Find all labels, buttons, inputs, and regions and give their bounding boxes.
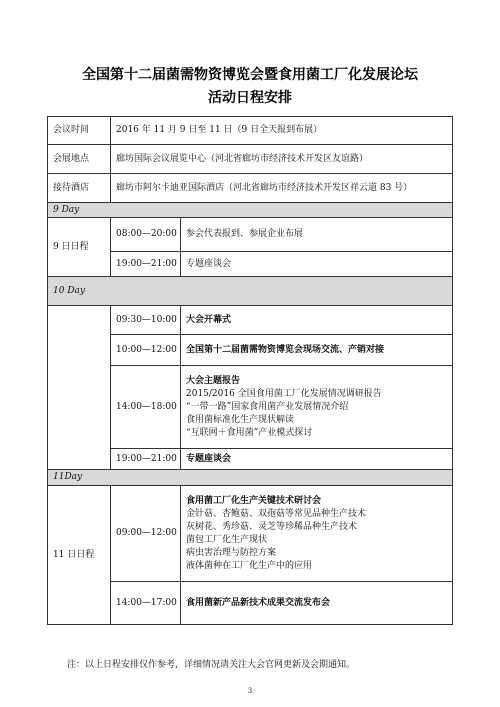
- time-cell: 14:00—17:00: [111, 582, 181, 625]
- day9-header: 9 Day: [48, 203, 453, 218]
- venue-label: 会展地点: [48, 145, 111, 174]
- footnote: 注：以上日程安排仅作参考，详细情况请关注大会官网更新及会期通知。: [67, 660, 356, 670]
- hotel-value: 廊坊市阿尔卡迪亚国际酒店（河北省廊坊市经济技术开发区祥云道 83 号）: [111, 174, 453, 203]
- hotel-label: 接待酒店: [48, 174, 111, 203]
- activity-cell: [181, 366, 453, 449]
- day10-header-row: [48, 277, 453, 306]
- time-cell: 14:00—18:00: [111, 366, 181, 449]
- document-subtitle: 活动日程安排: [208, 90, 292, 106]
- activity-detail: 食用菌标准化生产现状解读: [186, 414, 295, 425]
- day11-header-row: [48, 470, 453, 486]
- activity-detail: 菌包工厂化生产现状: [186, 534, 268, 545]
- time-cell: 19:00—21:00: [111, 449, 181, 470]
- activity-cell: 大会开幕式: [181, 306, 453, 335]
- schedule-row: [48, 486, 453, 582]
- time-cell: 09:30—10:00: [111, 306, 181, 335]
- activity-detail: 灰树花、秀珍菇、灵芝等珍稀品种生产技术: [186, 521, 358, 532]
- activity-title: 大会主题报告: [186, 375, 241, 386]
- activity-detail: “一带一路”国家食用菌产业发展情况介绍: [186, 401, 349, 412]
- activity-title: 食用菌工厂化生产关键技术研讨会: [186, 495, 322, 506]
- day11-header: 11Day: [48, 470, 453, 486]
- hotel-row: [48, 174, 453, 203]
- activity-cell: 参会代表报到、参展企业布展: [181, 218, 453, 252]
- meeting-time-value: 2016 年 11 月 9 日至 11 日（9 日全天报到布展）: [111, 117, 453, 145]
- activity-detail: 病虫害治理与防控方案: [186, 547, 277, 558]
- day10-header: 10 Day: [48, 277, 453, 306]
- activity-detail: “互联网＋食用菌”产业模式探讨: [186, 427, 313, 438]
- venue-row: [48, 145, 453, 174]
- schedule-row: [48, 218, 453, 252]
- activity-detail: 2015/2016 全国食用菌工厂化发展情况调研报告: [186, 388, 382, 399]
- day11-label: 11 日日程: [48, 486, 111, 625]
- time-cell: 09:00—12:00: [111, 486, 181, 582]
- day9-label: 9 日日程: [48, 218, 111, 277]
- page-number: 3: [247, 687, 253, 695]
- activity-cell: 专题座谈会: [181, 252, 453, 277]
- time-cell: 10:00—12:00: [111, 335, 181, 366]
- schedule-table: [47, 116, 453, 625]
- activity-cell: 专题座谈会: [181, 449, 453, 470]
- day9-header-row: [48, 203, 453, 218]
- activity-detail: 液体菌种在工厂化生产中的应用: [186, 560, 313, 571]
- activity-cell: 食用菌新产品新技术成果交流发布会: [181, 582, 453, 625]
- meeting-time-label: 会议时间: [48, 117, 111, 145]
- schedule-row: [48, 306, 453, 335]
- time-cell: 19:00—21:00: [111, 252, 181, 277]
- activity-cell: 全国第十二届菌需物资博览会现场交流、产销对接: [181, 335, 453, 366]
- meeting-time-row: [48, 117, 453, 145]
- time-cell: 08:00—20:00: [111, 218, 181, 252]
- document-title: 全国第十二届菌需物资博览会暨食用菌工厂化发展论坛: [82, 67, 418, 83]
- venue-value: 廊坊国际会议展览中心（河北省廊坊市经济技术开发区友谊路）: [111, 145, 453, 174]
- activity-detail: 金针菇、杏鲍菇、双孢菇等常见品种生产技术: [186, 508, 367, 519]
- day10-label: [48, 306, 111, 470]
- activity-cell: [181, 486, 453, 582]
